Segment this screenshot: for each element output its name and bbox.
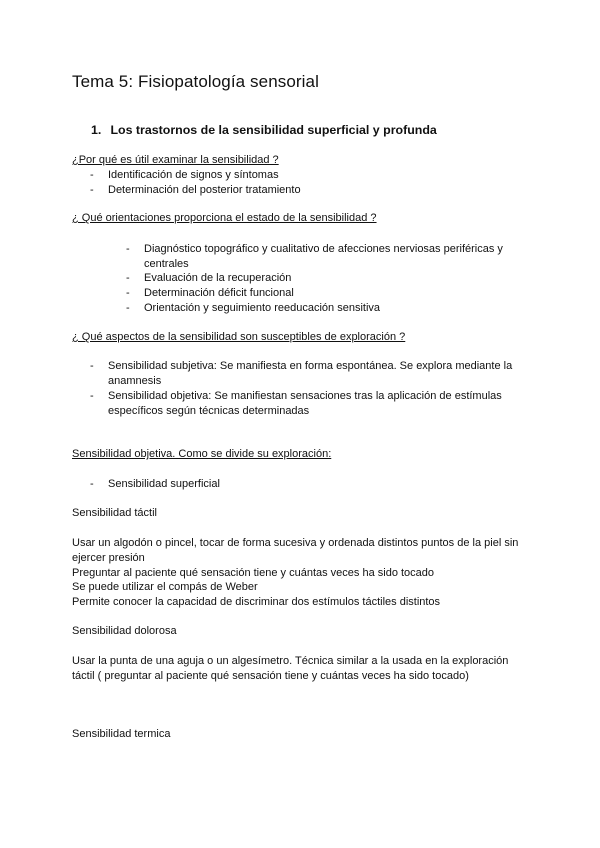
page-title: Tema 5: Fisiopatología sensorial: [72, 72, 319, 91]
paragraph-line: Se puede utilizar el compás de Weber: [72, 581, 258, 593]
section-heading-text: Los trastornos de la sensibilidad superficial y profunda: [110, 123, 437, 137]
paragraph-line: Usar un algodón o pincel, tocar de forma sucesiva y ordenada distintos puntos de la piel sin ejercer presión: [72, 537, 519, 564]
list-item: - Evaluación de la recuperación: [126, 272, 292, 284]
paragraph-line: Preguntar al paciente qué sensación tiene y cuántas veces ha sido tocado: [72, 567, 435, 579]
section-number: 1.: [91, 123, 102, 137]
list-item: - Identificación de signos y síntomas: [90, 169, 279, 181]
question-2: ¿ Qué orientaciones proporciona el estado de la sensibilidad ?: [72, 212, 377, 224]
paragraph: Usar la punta de una aguja o un algesímetro. Técnica similar a la usada en la exploración táctil ( preguntar al paciente qué sensación tiene y cuántas veces ha sido tocado): [72, 655, 509, 682]
question-3: ¿ Qué aspectos de la sensibilidad son susceptibles de exploración ?: [72, 331, 406, 343]
list-item: - Orientación y seguimiento reeducación sensitiva: [126, 302, 381, 314]
subsection-heading-dolorosa: Sensibilidad dolorosa: [72, 625, 177, 637]
subsection-heading-tactil: Sensibilidad táctil: [72, 507, 157, 519]
subsection-heading-termica: Sensibilidad termica: [72, 728, 171, 740]
list-item: - Diagnóstico topográfico y cualitativo de afecciones nerviosas periféricas y centrales: [126, 243, 503, 270]
list-item: - Sensibilidad superficial: [90, 478, 220, 490]
list-item: - Determinación déficit funcional: [126, 287, 294, 299]
question-1: ¿Por qué es útil examinar la sensibilidad ?: [72, 154, 279, 166]
section-heading: [91, 123, 437, 137]
paragraph-line: Permite conocer la capacidad de discriminar dos estímulos táctiles distintos: [72, 596, 441, 608]
question-4: Sensibilidad objetiva. Como se divide su exploración:: [72, 448, 332, 460]
list-item: - Determinación del posterior tratamiento: [90, 184, 301, 196]
list-item: - Sensibilidad objetiva: Se manifiestan sensaciones tras la aplicación de estímulas específicos según técnicas determinadas: [90, 390, 502, 417]
list-item: - Sensibilidad subjetiva: Se manifiesta en forma espontánea. Se explora mediante la anamnesis: [90, 360, 513, 387]
